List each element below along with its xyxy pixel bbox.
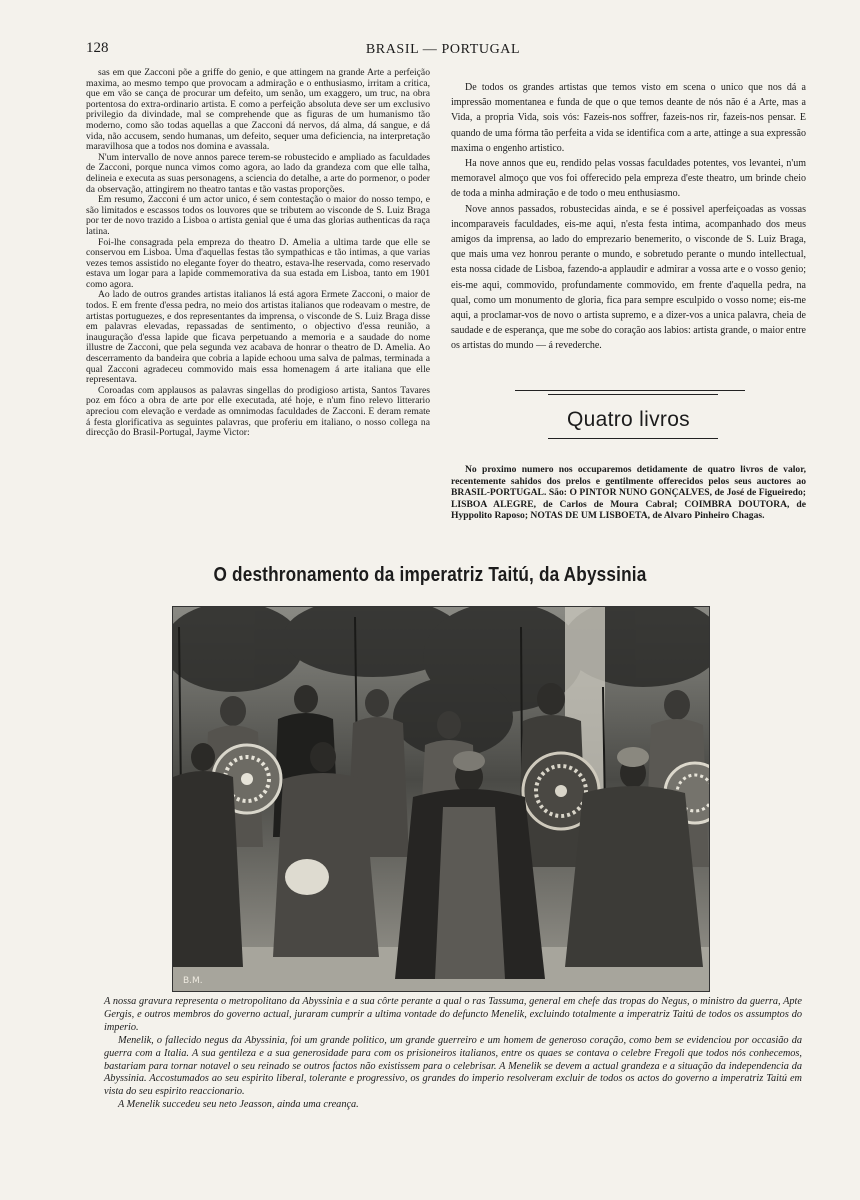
right-paragraph: Nove annos passados, robustecidas ainda, e se é possivel aperfeiçoadas as vossas incomparaveis faculdades, eis-me aqui, n'esta festa intima, acompanhado dos meus amigos da imprensa, ao lado do emprezario benemerito, o visconde de S. Luiz Braga, que mais uma vez honrou perante o mundo, e sobretudo perante o mundo intellectual, esta nossa cidade de Lisboa, fazendo-a applaudir e admirar a vossa arte e o vosso genio; eis-me aqui, commovido, profundamente commovido, em frente d'aquella pedra, na qual, como um monumento de gloria, fica para sempre esculpido o vosso nome; eis-me aqui, a proclamar-vos de novo o artista supremo, e a dizer-vos a unica palavra, cheia de saudade e de esperança, que me sobe do coração aos labios: artista grande, o maior entre os artistas do mundo — á revederche. <box>451 203 806 352</box>
caption-paragraph: A nossa gravura representa o metropolitano da Abyssinia e a sua côrte perante a qual o ras Tassuma, general em chefe das tropas do Negus, o ministro da guerra, Apte Gergis, e outros membros do governo actual, juraram cumprir a ultima vontade do defuncto Menelik, excluindo totalmente a imperatriz Taitú de todos os assumptos do imperio. <box>104 996 802 1033</box>
page-header <box>86 40 800 62</box>
group-portrait-illustration <box>173 607 709 991</box>
left-paragraph: sas em que Zacconi põe a griffe do genio, e que attingem na grande Arte a perfeição maxima, ao mesmo tempo que provocam a admiração e o enthusiasmo, irritam a critica, que em vão se cança de procurar um defeito, um senão, um exaggero, um truc, na obra portentosa do extra-ordinario artista. E como a perfeição absoluta deve ser um exclusivo privilegio da divindade, mal se comprehende que as figuras de um humanismo tão moderno, como são todas aquellas a que Zacconi dá nervos, dá alma, dá sangue, e dá vida, não accusem, sendo humanas, um defeito, sequer uma deficiencia, na interpretação maravilhosa que a todos nos domina e avassala. <box>86 68 430 153</box>
section-divider <box>548 394 718 395</box>
photographer-signature: B.M. <box>183 976 203 986</box>
left-paragraph: Ao lado de outros grandes artistas italianos lá está agora Ermete Zacconi, o maior de todos. E em frente d'essa pedra, no meio dos artistas italianos que rodeavam o mestre, de artistas portuguezes, e dos representantes da imprensa, o visconde de S. Luiz Braga disse em palavras elevadas, repassadas de sentimento, o objectivo d'essa reunião, a inauguração d'essa lapide que ficava perpetuando a memoria e a saudade do nome illustre de Zacconi, que pela segunda vez acabava de honrar o theatro de D. Amelia. Ao descerramento da bandeira que cobria a lapide echoou uma salva de palmas, terminada a qual Zacconi agradeceu commovido mais essa homenagem á arte italiana que elle representava. <box>86 289 430 386</box>
left-paragraph: Foi-lhe consagrada pela empreza do theatro D. Amelia a ultima tarde que elle se conservou em Lisboa. Uma d'aquellas festas tão sympathicas e tão intimas, a que varias vezes temos assistido no elegante foyer do theatro, estava-lhe reservada, como reservado estava um logar para a lapide commemorativa da sua estada em Lisboa, tanto em 1901 como agora. <box>86 236 430 290</box>
quatro-livros-notice <box>451 464 806 522</box>
right-paragraph: De todos os grandes artistas que temos visto em scena o unico que nos dá a impressão momentanea e funda de que o que temos deante de nós não é a Arte, mas a Vida, a propria Vida, sois vós: Fazeis-nos soffrer, fazeis-nos rir, fazeis-nos pensar. E quando de uma fórma tão perfeita a vida se identifica com a arte, attinge a sua expressão maxima o engenho artistico. <box>451 82 806 154</box>
left-paragraph: Coroadas com applausos as palavras singellas do prodigioso artista, Santos Tavares poz em fóco a obra de arte por elle executada, até hoje, e n'um fino relevo litterario apreciou com elevação e verdade as omnimodas faculdades de Zacconi. E deram remate á festa glorificativa as seguintes palavras, que proferiu em italiano, o nosso collega na direcção do Brasil-Portugal, Jayme Victor: <box>86 384 430 439</box>
page-number: 128 <box>86 40 109 56</box>
right-paragraph: Ha nove annos que eu, rendido pelas vossas faculdades potentes, vos levantei, n'um memoravel almoço que vos foi offerecido pela empreza d'este theatro, um brinde cheio de toda a minha admiração e de todo o meu enthusiasmo. <box>451 158 806 200</box>
heading-underline <box>548 438 718 439</box>
right-column-speech-text <box>451 80 806 380</box>
caption-paragraph: A Menelik succedeu seu neto Jeasson, ainda uma creança. <box>118 1099 359 1111</box>
section-divider <box>515 390 745 391</box>
abyssinian-court-photograph <box>172 606 710 992</box>
left-column-article-text <box>86 68 430 530</box>
running-title: BRASIL — PORTUGAL <box>365 42 521 57</box>
caption-paragraph: Menelik, o fallecido negus da Abyssinia, foi um grande politico, um grande guerreiro e um homem de generoso coração, como bem se evidenciou por occasião da guerra com a Italia. A sua gentileza e a sua generosidade para com os prisioneiros italianos, entre os quaes se contava o celebre Fregoli que todos nós conhecemos, bastariam para tornar notavel o seu reinado se outros factos não existissem para o celebrisar. A Menelik se devem a actual grandeza e a situação da independencia da Abyssinia. Accostumados ao seu espirito liberal, tolerante e progressivo, os grandes do imperio resolveram excluir de todos os actos do governo a imperatriz Taitú em vista do seu espirito reaccionario. <box>104 1034 802 1098</box>
notice-text: No proximo numero nos occuparemos detidamente de quatro livros de valor, recentemente sahidos dos prelos e gentilmente offerecidos pelos seus auctores ao BRASIL-PORTUGAL. São: O PINTOR NUNO GONÇALVES, de José de Figueiredo; LISBOA ALEGRE, de Carlos de Moura Cabral; COIMBRA DOUTORA, de Hyppolito Raposo; NOTAS DE UM LISBOETA, de Alvaro Pinheiro Chagas. <box>451 464 806 522</box>
left-paragraph: N'um intervallo de nove annos parece terem-se robustecido e ampliado as faculdades de Zacconi, porque nunca vimos como agora, ao lado da grandeza com que elle talha, delineia e executa as suas personagens, a sciencia do detalhe, a arte do pormenor, o poder da observação, attingirem no theatro tantas e tão vastas proporções. <box>86 151 430 195</box>
left-paragraph: Em resumo, Zacconi é um actor unico, é sem contestação o maior do nosso tempo, e são limitados e escassos todos os louvores que se tributem ao visconde de S. Luiz Braga por ter de novo trazido a Lisboa o artista genial que é uma das glorias authenticas da raça latina. <box>86 194 430 237</box>
quatro-livros-heading: Quatro livros <box>567 408 690 431</box>
article-headline: O desthronamento da imperatriz Taitú, da Abyssinia <box>213 564 647 586</box>
photo-caption <box>104 996 802 1112</box>
